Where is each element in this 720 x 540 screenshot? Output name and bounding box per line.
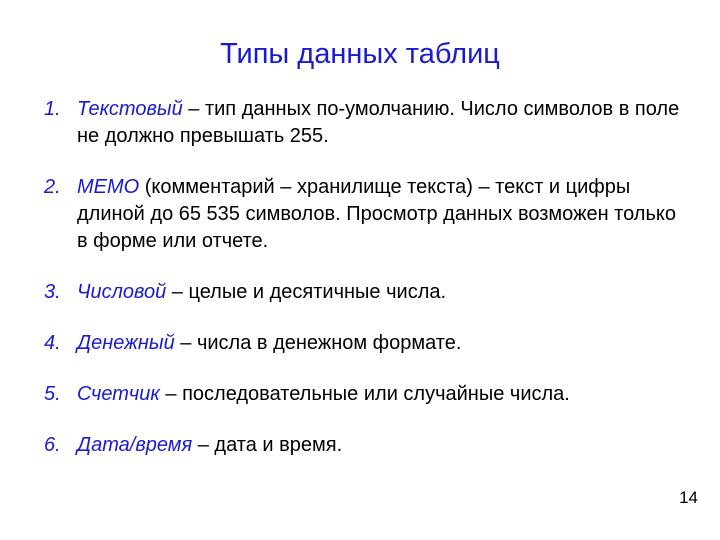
list-item-number: 3.	[44, 281, 61, 303]
list-item-currency	[44, 330, 684, 357]
list-item-number: 5.	[44, 383, 61, 405]
list-item-datetime	[44, 432, 684, 459]
slide-title: Типы данных таблиц	[220, 38, 500, 70]
page-number: 14	[679, 488, 698, 507]
list-item-memo	[44, 174, 684, 255]
list-item-number: 1.	[44, 98, 61, 120]
list-item-term: Текстовый	[77, 98, 183, 120]
list-item-term: Счетчик	[77, 383, 160, 405]
list-item-description: (комментарий – хранилище текста) – текст и цифры длиной до 65 535 символов. Просмотр данных возможен только в форме или отчете.	[77, 176, 676, 252]
list-item-description: – тип данных по-умолчанию. Число символов в поле не должно превышать 255.	[77, 98, 680, 147]
list-item-term: МЕМО	[77, 176, 140, 198]
list-item-description: – целые и десятичные числа.	[166, 281, 447, 303]
list-item-number: 2.	[44, 176, 61, 198]
list-item-text	[44, 96, 684, 150]
list-item-description: – числа в денежном формате.	[174, 332, 462, 354]
list-item-description: – последовательные или случайные числа.	[159, 383, 570, 405]
list-item-term: Денежный	[77, 332, 175, 354]
data-types-list	[44, 96, 684, 483]
list-item-counter	[44, 381, 684, 408]
list-item-term: Числовой	[77, 281, 167, 303]
list-item-numeric	[44, 279, 684, 306]
list-item-number: 4.	[44, 332, 61, 354]
list-item-description: – дата и время.	[192, 434, 343, 456]
list-item-number: 6.	[44, 434, 61, 456]
list-item-term: Дата/время	[77, 434, 193, 456]
